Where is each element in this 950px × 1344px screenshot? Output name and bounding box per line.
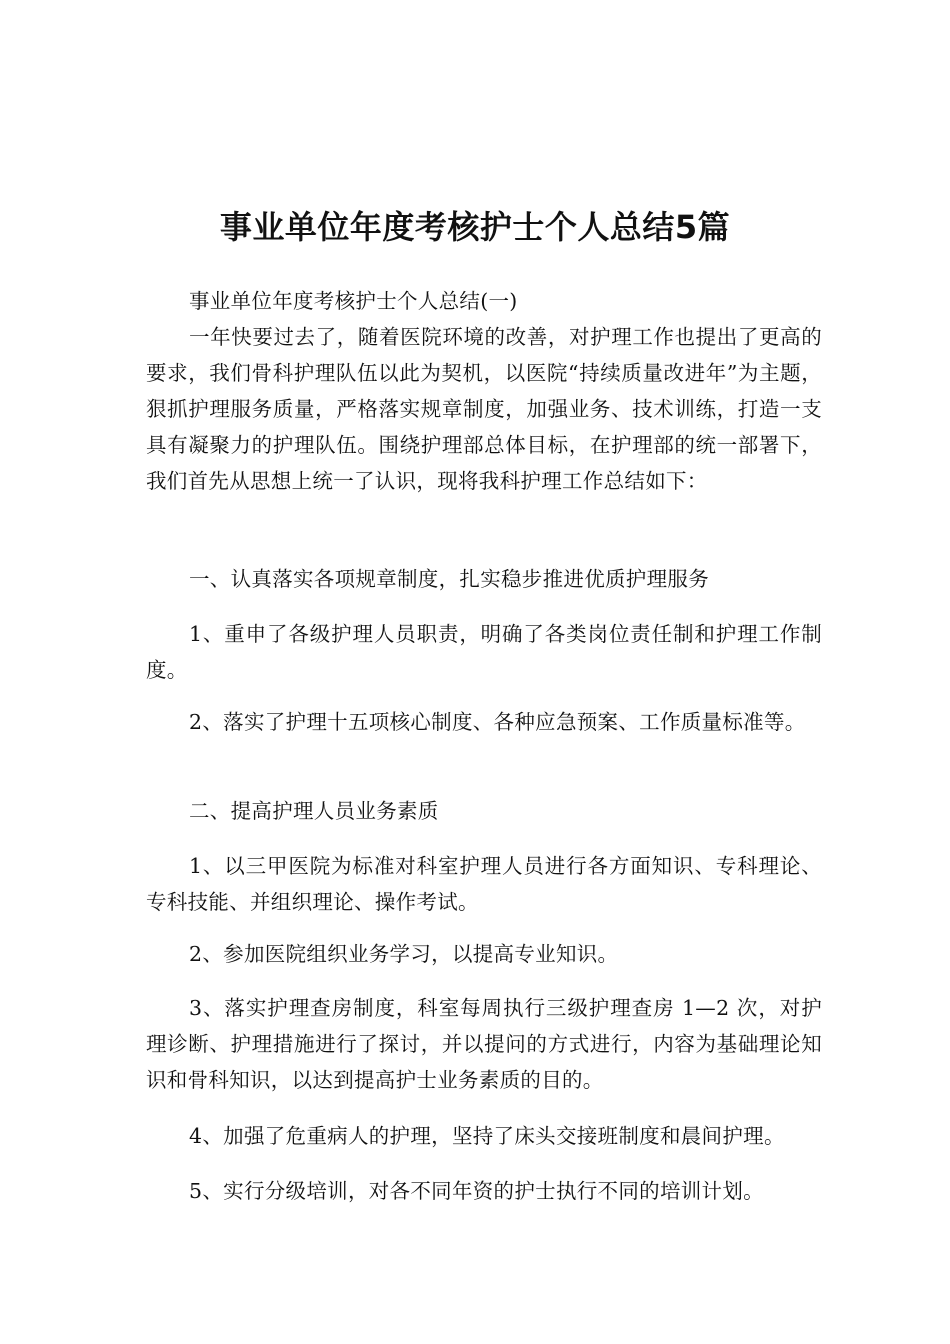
- section-heading-quality: 二、提高护理人员业务素质: [189, 799, 439, 823]
- document-title: 事业单位年度考核护士个人总结5篇: [219, 208, 731, 246]
- list-item-2-3: 3、落实护理查房制度，科室每周执行三级护理查房 1—2 次，对护理诊断、护理措施进行了探讨，并以提问的方式进行，内容为基础理论知识和骨科知识，以达到提高护士业务素质的目的。: [146, 996, 822, 1092]
- section-heading-rules: 一、认真落实各项规章制度，扎实稳步推进优质护理服务: [189, 567, 709, 591]
- list-item-2-5: 5、实行分级培训，对各不同年资的护士执行不同的培训计划。: [189, 1179, 764, 1203]
- list-item-2-2: 2、参加医院组织业务学习，以提高专业知识。: [189, 942, 619, 966]
- list-item-2-4: 4、加强了危重病人的护理，坚持了床头交接班制度和晨间护理。: [189, 1124, 785, 1148]
- list-item-1-2: 2、落实了护理十五项核心制度、各种应急预案、工作质量标准等。: [189, 710, 806, 734]
- intro-paragraph: 一年快要过去了，随着医院环境的改善，对护理工作也提出了更高的要求，我们骨科护理队伍以此为契机，以医院“持续质量改进年”为主题，狠抓护理服务质量，严格落实规章制度，加强业务、技术训练，打造一支具有凝聚力的护理队伍。围绕护理部总体目标，在护理部的统一部署下，我们首先从思想上统一了认识，现将我科护理工作总结如下：: [146, 325, 822, 493]
- list-item-2-1: 1、以三甲医院为标准对科室护理人员进行各方面知识、专科理论、专科技能、并组织理论、操作考试。: [146, 854, 822, 914]
- list-item-1-1: 1、重申了各级护理人员职责，明确了各类岗位责任制和护理工作制度。: [146, 622, 822, 682]
- section-heading-1: 事业单位年度考核护士个人总结(一): [189, 289, 518, 313]
